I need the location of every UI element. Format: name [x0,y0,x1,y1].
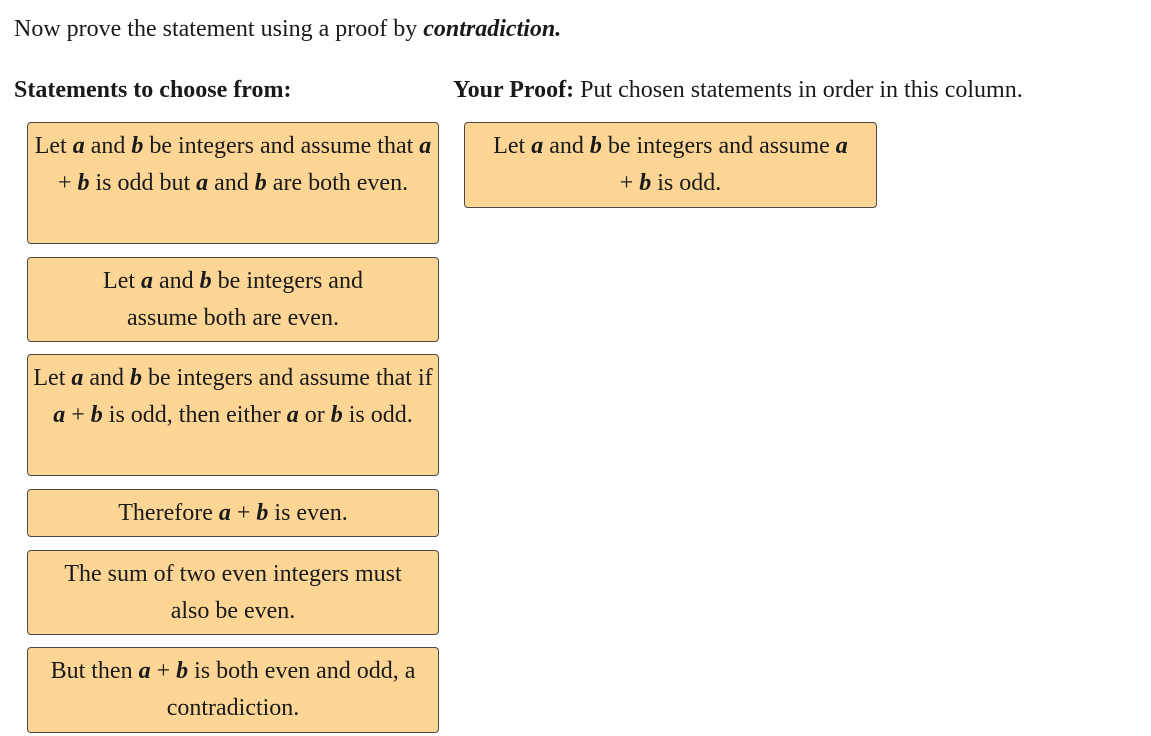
statement-text: is both even and odd, a contradiction. [166,658,416,721]
statement-text: be integers and assume that if [142,365,433,391]
math-variable: b [77,170,90,196]
statement-card[interactable] [27,647,439,733]
statement-text: + [230,500,257,526]
statement-card[interactable] [27,354,439,476]
proof-heading-label: Your Proof: [453,77,575,103]
math-variable: a [53,402,66,428]
proof-heading-instructions: Put chosen statements in order in this column. [574,77,1023,103]
math-variable: a [138,658,151,684]
statement-card[interactable] [27,257,439,342]
statement-text: is odd. [651,170,722,196]
statement-text: be integers and assume that [143,133,420,159]
math-variable: b [254,170,267,196]
statement-text: Let [33,365,72,391]
math-variable: b [90,402,103,428]
statement-text: Let [103,268,142,294]
instruction-emphasis: contradiction. [423,16,562,42]
statement-text: Let [34,133,73,159]
proof-heading [453,74,1023,106]
statement-text: Therefore [118,500,219,526]
statement-card[interactable] [27,489,439,537]
statement-text: The sum of two even integers must also be even. [64,561,402,624]
math-variable: b [639,170,652,196]
statement-text: and [84,133,132,159]
statement-text: + [57,170,78,196]
statement-text: + [619,170,640,196]
proof-statement-card[interactable] [464,122,877,208]
statement-text: and [543,133,590,159]
statement-text: and [83,365,131,391]
statement-text: Let [493,133,532,159]
math-variable: b [256,500,269,526]
statement-text: or [298,402,331,428]
statement-text: be integers and assume both are even. [127,268,363,331]
math-variable: a [286,402,299,428]
statement-text: But then [50,658,139,684]
statement-text: are both even. [266,170,409,196]
instruction-prefix: Now prove the statement using a proof by [14,16,418,42]
math-variable: a [419,133,432,159]
math-variable: a [72,133,85,159]
statement-card[interactable] [27,122,439,244]
math-variable: b [199,268,212,294]
math-variable: b [589,133,602,159]
math-variable: b [330,402,343,428]
statement-text: and [153,268,200,294]
statement-text: + [150,658,177,684]
statement-text: is odd, then either [102,402,287,428]
math-variable: a [196,170,209,196]
statement-card[interactable] [27,550,439,635]
statement-text: is even. [268,500,348,526]
math-variable: a [218,500,231,526]
statement-text: is odd. [342,402,413,428]
math-variable: a [71,365,84,391]
statement-text: be integers and assume [601,133,836,159]
math-variable: a [141,268,154,294]
statement-text: and [208,170,255,196]
instruction-text [14,12,561,46]
math-variable: a [531,133,544,159]
statements-heading: Statements to choose from: [14,77,292,103]
math-variable: b [130,365,143,391]
math-variable: a [835,133,848,159]
math-variable: b [131,133,144,159]
statement-text: + [65,402,91,428]
statement-text: is odd but [89,170,197,196]
math-variable: b [176,658,189,684]
